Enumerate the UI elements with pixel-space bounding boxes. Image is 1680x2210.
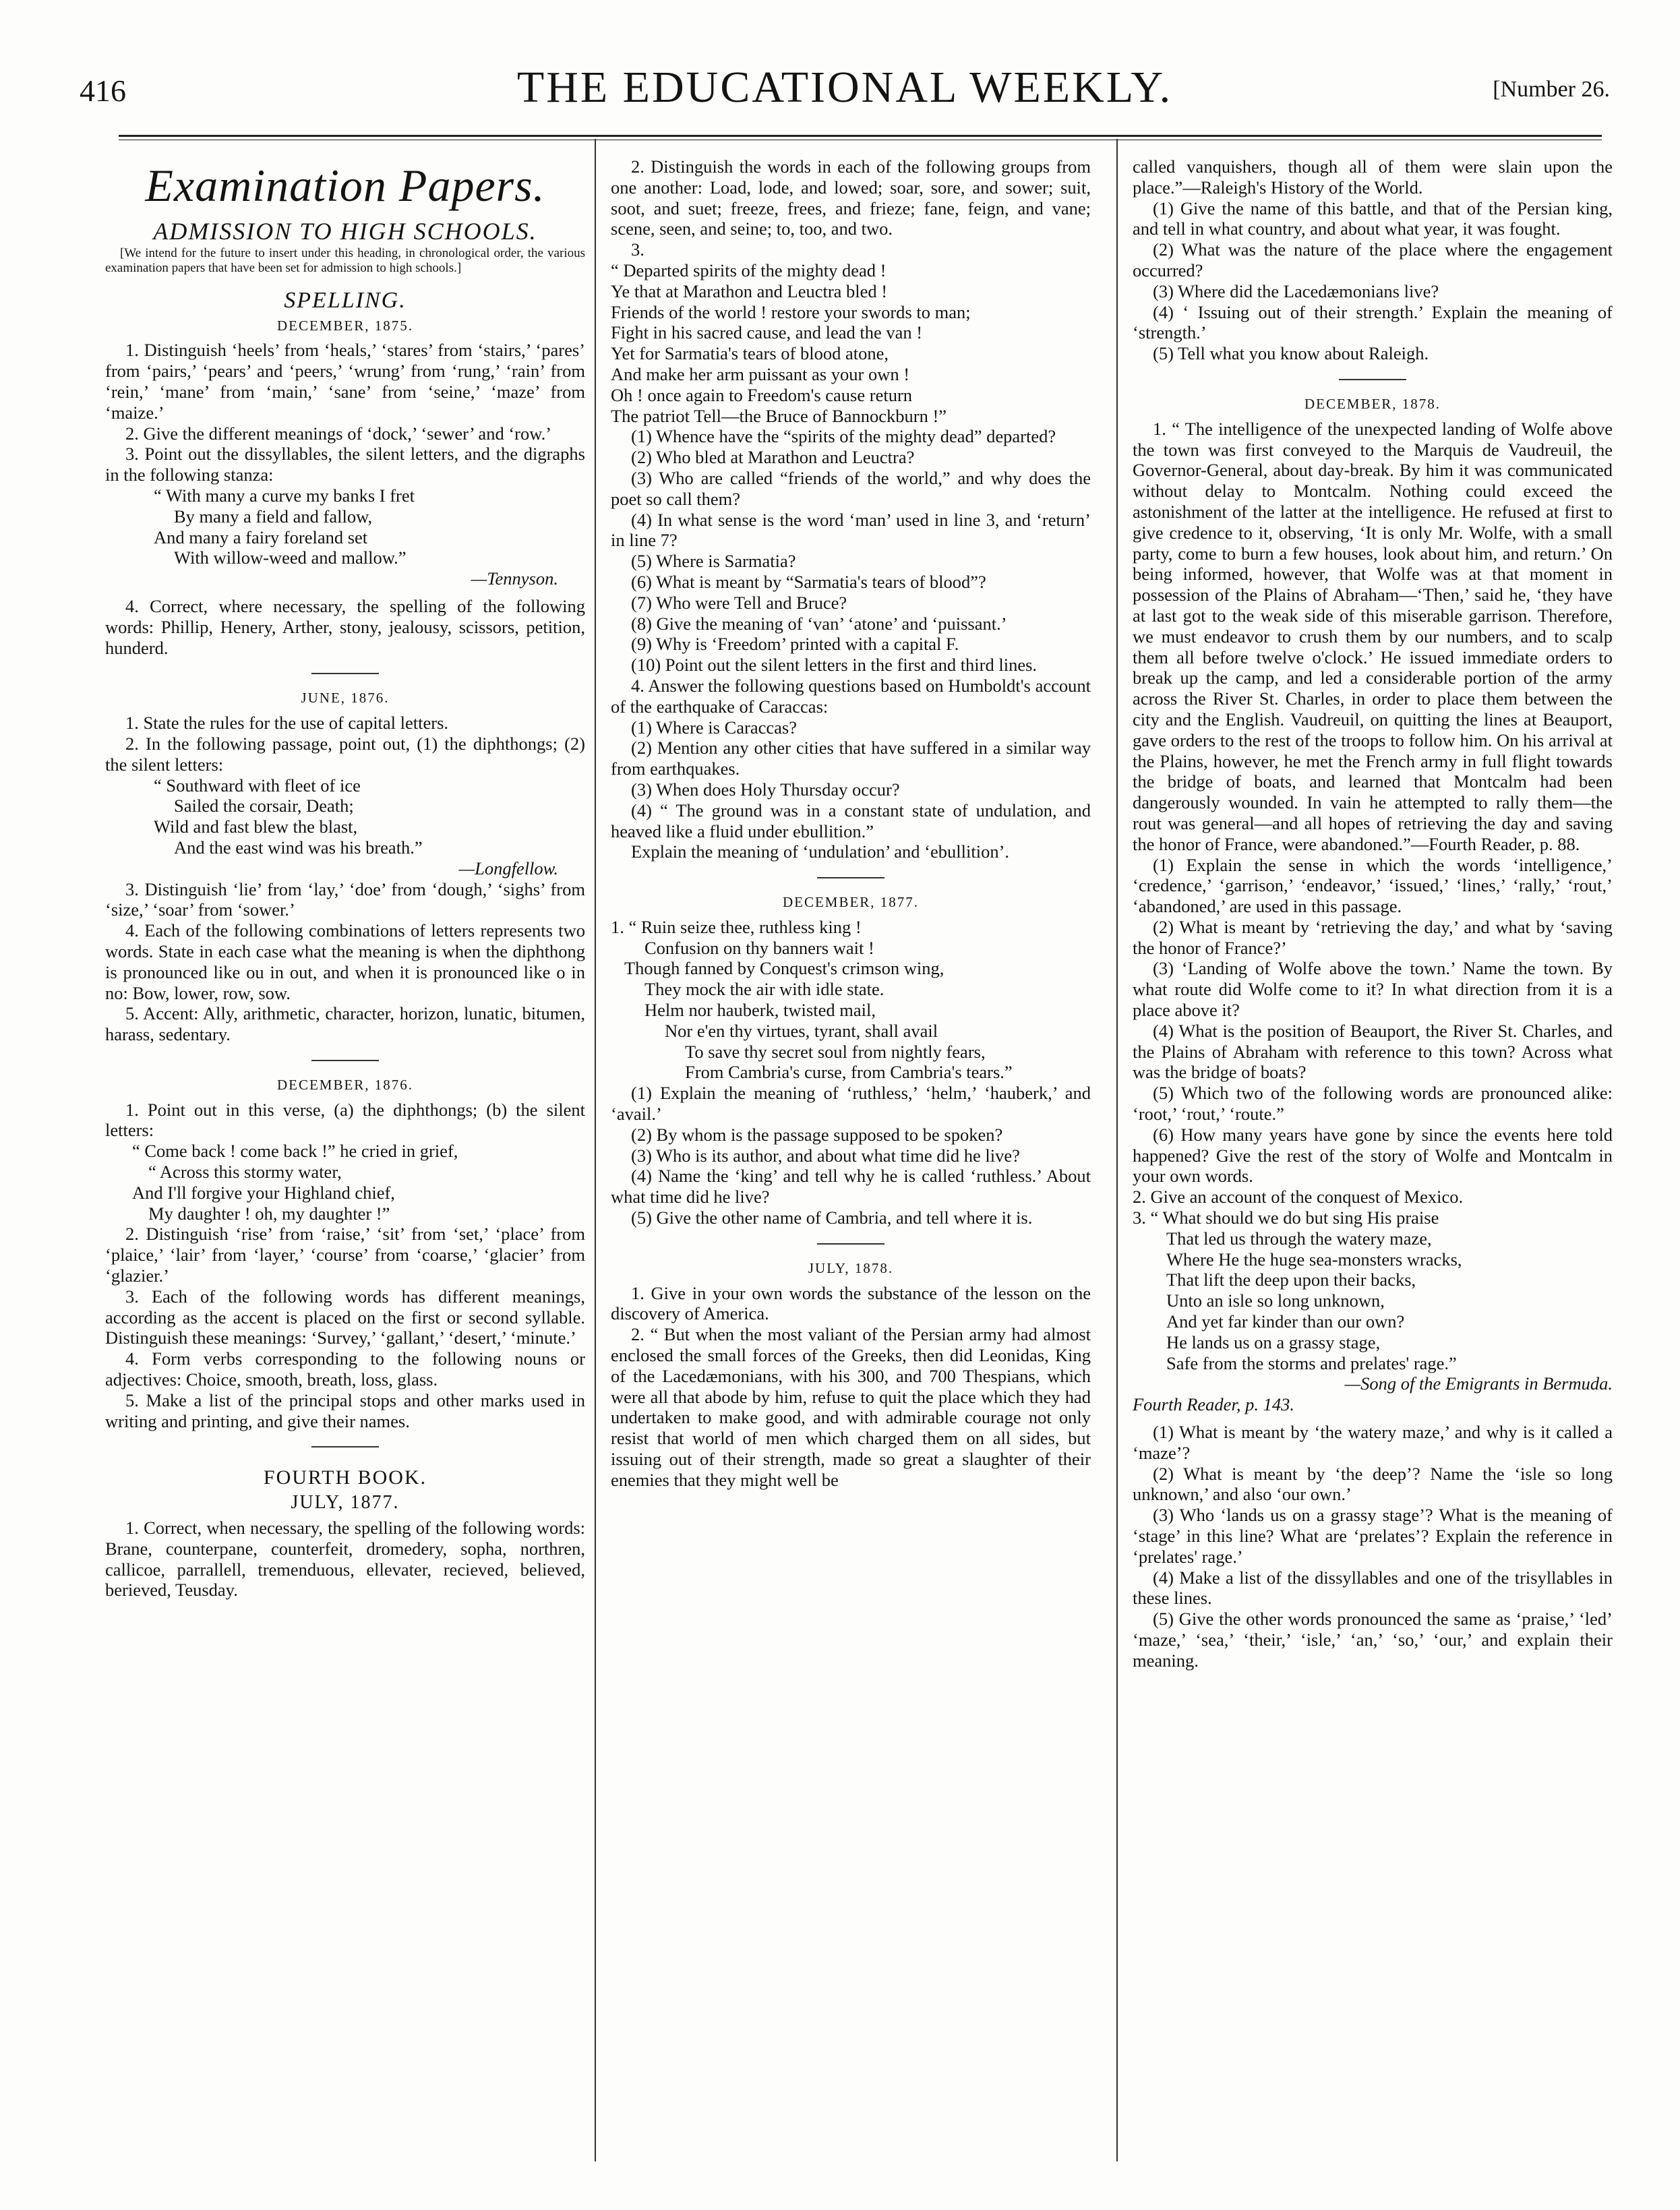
heading-fourth-book: FOURTH BOOK.: [263, 1466, 427, 1489]
poem-line: Sailed the corsair, Death;: [174, 796, 354, 816]
question: Explain the meaning of ‘undulation’ and ‘ebullition’.: [631, 841, 1010, 862]
question: (6) What is meant by “Sarmatia's tears of blood”?: [631, 571, 986, 592]
question: 2. Give an account of the conquest of Mexico.: [1133, 1187, 1464, 1207]
question: (3) Who ‘lands us on a grassy stage’? What is the meaning of ‘stage’ in this line? What are ‘prelates’? Explain the reference in ‘prelates' rage.’: [1133, 1505, 1613, 1567]
poem-highland: [105, 1141, 585, 1224]
poem-line: By many a field and fallow,: [174, 506, 373, 527]
poem-line: Unto an isle so long unknown,: [1166, 1290, 1385, 1311]
poem-line: And many a fairy foreland set: [154, 527, 368, 547]
poem-line: Nor e'en thy virtues, tyrant, shall avail: [665, 1020, 938, 1041]
question: 4. Correct, where necessary, the spelling of the following words: Phillip, Henery, Arther, stony, jealousy, scissors, petition, hunderd.: [105, 595, 585, 658]
question: 3. Distinguish ‘lie’ from ‘lay,’ ‘doe’ from ‘dough,’ ‘sighs’ from ‘size,’ ‘soar’ from ‘sower.’: [105, 878, 585, 920]
source: Fourth Reader, p. 143.: [1133, 1394, 1294, 1415]
question: (1) Explain the sense in which the words ‘intelligence,’ ‘credence,’ ‘garrison,’ ‘endeavor,’ ‘issued,’ ‘lines,’ ‘rally,’ ‘rout,’ ‘abandoned,’ are used in this passage.: [1133, 854, 1613, 917]
editor-note: [We intend for the future to insert under this heading, in chronological order, the various examination papers that have been set for admission to high schools.]: [105, 245, 585, 275]
date-dec-1878: DECEMBER, 1878.: [1304, 395, 1441, 412]
question: (5) Which two of the following words are pronounced alike: ‘root,’ ‘rout,’ ‘route.”: [1133, 1083, 1613, 1125]
question: (4) What is the position of Beauport, the River St. Charles, and the Plains of Abraham with reference to this town? Across what was the bridge of boats?: [1133, 1020, 1613, 1083]
question: (5) Give the other words pronounced the same as ‘praise,’ ‘led’ ‘maze,’ ‘sea,’ ‘their,’ ‘isle,’ ‘an,’ ‘so,’ ‘our,’ and explain their meaning.: [1133, 1609, 1613, 1671]
poem-gray: [611, 917, 1091, 1083]
question: (2) What is meant by ‘the deep’? Name the ‘isle so long unknown,’ and also ‘our own.’: [1133, 1463, 1613, 1505]
question: (1) Where is Caraccas?: [631, 717, 797, 738]
question: (2) Mention any other cities that have suffered in a similar way from earthquakes.: [611, 738, 1091, 779]
question: 1. Point out in this verse, (a) the diphthongs; (b) the silent letters:: [105, 1099, 585, 1141]
question: 2. In the following passage, point out, (1) the diphthongs; (2) the silent letters:: [105, 733, 585, 775]
question: (3) Where did the Lacedæmonians live?: [1153, 280, 1439, 301]
question: 3. Point out the dissyllables, the silent letters, and the digraphs in the following stanza:: [105, 444, 585, 485]
column-2: [611, 156, 1091, 1491]
poem-bermuda: [1133, 1207, 1613, 1373]
question: (3) Who is its author, and about what time did he live?: [631, 1145, 1020, 1166]
question: (2) What was the nature of the place where the engagement occurred?: [1133, 239, 1613, 280]
date-june-1876: JUNE, 1876.: [301, 690, 390, 707]
poem-line: That led us through the watery maze,: [1166, 1228, 1432, 1249]
poem-line: From Cambria's curse, from Cambria's tears.”: [685, 1062, 1013, 1083]
section-subtitle: ADMISSION TO HIGH SCHOOLS.: [153, 218, 537, 245]
question: (10) Point out the silent letters in the first and third lines.: [631, 655, 1038, 676]
question: (4) Name the ‘king’ and tell why he is called ‘ruthless.’ About what time did he live?: [611, 1166, 1091, 1207]
poem-campbell: [611, 260, 1091, 426]
date-july-1878: JULY, 1878.: [808, 1259, 894, 1276]
question: 1. Correct, when necessary, the spelling of the following words: Brane, counterpane, counterfeit, dromedery, sopha, northren, callicoe, parrallell, tremenduous, ellevater, recieved, believed, berieved, Teusday.: [105, 1518, 585, 1601]
question: 2. Give the different meanings of ‘dock,’ ‘sewer’ and ‘row.’: [125, 423, 552, 444]
separator: [311, 1060, 379, 1061]
question: (5) Where is Sarmatia?: [631, 551, 796, 572]
date-dec-1877: DECEMBER, 1877.: [782, 894, 920, 911]
page-number: 416: [80, 73, 126, 108]
poem-line: Yet for Sarmatia's tears of blood atone,: [611, 343, 889, 364]
poem-longfellow: [105, 775, 585, 858]
question: 4. Each of the following combinations of letters represents two words. State in each case what the meaning is when the diphthong is pronounced like ou in out, and when it is pronounced like o in no: Bow, lower, row, sow.: [105, 920, 585, 1003]
question: (5) Tell what you know about Raleigh.: [1153, 343, 1429, 364]
attribution: —Tennyson.: [471, 568, 558, 589]
separator: [817, 877, 884, 878]
poem-line: To save thy secret soul from nightly fears,: [685, 1041, 986, 1062]
poem-line: With willow-weed and mallow.”: [174, 547, 407, 568]
question: (4) In what sense is the word ‘man’ used in line 3, and ‘return’ in line 7?: [611, 509, 1091, 551]
question: (6) How many years have gone by since the events here told happened? Give the rest of the story of Wolfe and Montcalm in your own words.: [1133, 1124, 1613, 1187]
question: (4) Make a list of the dissyllables and one of the trisyllables in these lines.: [1133, 1567, 1613, 1609]
poem-tennyson: [105, 485, 585, 568]
question: 5. Accent: Ally, arithmetic, character, horizon, lunatic, bitumen, harass, sedentary.: [105, 1003, 585, 1045]
question: (1) Whence have the “spirits of the mighty dead” departed?: [631, 426, 1056, 447]
attribution: —Song of the Emigrants in Bermuda.: [1344, 1373, 1613, 1394]
question: 4. Form verbs corresponding to the following nouns or adjectives: Choice, smooth, breath, loss, glass.: [105, 1348, 585, 1390]
poem-line: My daughter ! oh, my daughter !”: [148, 1203, 390, 1224]
question: (2) By whom is the passage supposed to be spoken?: [631, 1124, 1003, 1145]
separator: [311, 1446, 379, 1447]
question: 2. Distinguish ‘rise’ from ‘raise,’ ‘sit’ from ‘set,’ ‘place’ from ‘plaice,’ ‘lair’ from ‘layer,’ ‘course’ from ‘coarse,’ ‘glacier’ from ‘glazier.’: [105, 1224, 585, 1286]
passage-continued: called vanquishers, though all of them were slain upon the place.”—Raleigh's History of the World.: [1133, 156, 1613, 198]
section-title: Examination Papers.: [145, 160, 545, 211]
date-july-1877: JULY, 1877.: [291, 1492, 400, 1514]
question: (4) “ The ground was in a constant state of undulation, and heaved like a fluid under ebullition.”: [611, 800, 1091, 841]
poem-line: Wild and fast blew the blast,: [154, 816, 358, 837]
question: 1. Distinguish ‘heels’ from ‘heals,’ ‘stares’ from ‘stairs,’ ‘pares’ from ‘pairs,’ ‘pears’ and ‘peers,’ ‘wrung’ from ‘rung,’ ‘rain’ from ‘rein,’ ‘mane’ from ‘main,’ ‘sane’ from ‘seine,’ ‘maze’ from ‘maize.’: [105, 340, 585, 423]
poem-line: Oh ! once again to Freedom's cause return: [611, 384, 913, 405]
heading-spelling: SPELLING.: [284, 287, 407, 313]
poem-line: 1. “ Ruin seize thee, ruthless king !: [611, 916, 862, 937]
poem-line: “ Across this stormy water,: [148, 1162, 342, 1183]
question: (8) Give the meaning of ‘van’ ‘atone’ and ‘puissant.’: [631, 613, 1007, 634]
poem-line: 3. “ What should we do but sing His praise: [1133, 1207, 1439, 1228]
poem-line: Though fanned by Conquest's crimson wing,: [624, 958, 944, 979]
question: (3) When does Holy Thursday occur?: [631, 779, 900, 800]
poem-line: He lands us on a grassy stage,: [1166, 1332, 1381, 1352]
poem-line: Confusion on thy banners wait !: [644, 937, 874, 958]
poem-line: Ye that at Marathon and Leuctra bled !: [611, 280, 888, 301]
poem-line: And the east wind was his breath.”: [174, 837, 423, 858]
date-dec-1876: DECEMBER, 1876.: [276, 1076, 414, 1093]
date-dec-1875: DECEMBER, 1875.: [276, 317, 414, 334]
separator: [311, 673, 379, 674]
header-rule-top: [119, 135, 1602, 137]
poem-line: That lift the deep upon their backs,: [1166, 1270, 1416, 1290]
poem-line: “ With many a curve my banks I fret: [154, 485, 415, 506]
poem-line: Fight in his sacred cause, and lead the van !: [611, 322, 923, 343]
poem-line: And make her arm puissant as your own !: [611, 363, 910, 384]
question: (3) ‘Landing of Wolfe above the town.’ Name the town. By what route did Wolfe come to it? In what direction from it is a place above it?: [1133, 958, 1613, 1021]
question: 1. Give in your own words the substance of the lesson on the discovery of America.: [611, 1282, 1091, 1324]
question: 4. Answer the following questions based on Humboldt's account of the earthquake of Caraccas:: [611, 675, 1091, 717]
poem-line: And I'll forgive your Highland chief,: [132, 1182, 395, 1203]
question: 2. Distinguish the words in each of the following groups from one another: Load, lode, and lowed; soar, sore, and sower; suit, soot, and suet; freeze, frees, and frieze; fane, feign, and vane; scene, seen, and seine; to, too, and two.: [611, 156, 1091, 239]
poem-line: “ Southward with fleet of ice: [154, 775, 361, 796]
question: (4) ‘ Issuing out of their strength.’ Explain the meaning of ‘strength.’: [1133, 301, 1613, 343]
question: (1) What is meant by ‘the watery maze,’ and why is it called a ‘maze’?: [1133, 1422, 1613, 1463]
page-header: [80, 59, 1610, 133]
question: (2) Who bled at Marathon and Leuctra?: [631, 447, 915, 468]
poem-line: And yet far kinder than our own?: [1166, 1311, 1405, 1332]
question: (9) Why is ‘Freedom’ printed with a capital F.: [631, 634, 959, 655]
poem-line: “ Departed spirits of the mighty dead !: [611, 260, 887, 280]
question: (1) Explain the meaning of ‘ruthless,’ ‘helm,’ ‘hauberk,’ and ‘avail.’: [611, 1083, 1091, 1125]
question-number: 3.: [631, 239, 644, 260]
question: (2) What is meant by ‘retrieving the day,’ and what by ‘saving the honor of France?’: [1133, 916, 1613, 958]
column-divider-2: [1116, 139, 1118, 2161]
poem-line: “ Come back ! come back !” he cried in grief,: [132, 1141, 458, 1162]
poem-line: They mock the air with idle state.: [644, 979, 884, 1000]
question: 3. Each of the following words has different meanings, according as the accent is placed on the first or second syllable. Distinguish these meanings: ‘Survey,’ ‘gallant,’ ‘desert,’ ‘minute.’: [105, 1286, 585, 1348]
poem-line: The patriot Tell—the Bruce of Bannockburn !”: [611, 405, 947, 426]
question: (3) Who are called “friends of the world,” and why does the poet so call them?: [611, 467, 1091, 509]
journal-title: THE EDUCATIONAL WEEKLY.: [516, 63, 1173, 112]
question: 5. Make a list of the principal stops and other marks used in writing and printing, and give their names.: [105, 1390, 585, 1431]
passage-wolfe: 1. “ The intelligence of the unexpected landing of Wolfe above the town was first conveyed to the Marquis de Vaudreuil, the Governor-General, about day-break. By him it was communicated without delay to Montcalm. Nothing could exceed the astonishment of the latter at the intelligence. He refused at first to give credence to it, observing, ‘It is only Mr. Wolfe, with a small party, come to burn a few houses, look about him, and return.’ On being informed, however, that Wolfe was at that moment in possession of the Plains of Abraham—‘Then,’ said he, ‘they have at last got to the weak side of this miserable garrison. Therefore, we must endeavor to crush them by our numbers, and to scalp them all before twelve o'clock.’ He issued immediate orders to break up the camp, and led a considerable portion of the army across the River St. Charles, in order to place them between the city and the English. Vaudreuil, on quitting the lines at Beauport, gave orders to the rest of the troops to follow him. On his arrival at the Plains, however, he met the French army in full flight towards the bridge of boats, and learned that Montcalm had been dangerously wounded. In vain he attempted to rally them—the rout was general—and all hopes of retrieving the day and saving the honor of France, were abandoned.”—Fourth Reader, p. 88.: [1133, 418, 1613, 854]
attribution: —Longfellow.: [458, 858, 558, 878]
question: 1. State the rules for the use of capital letters.: [125, 713, 449, 734]
column-divider-1: [595, 139, 596, 2161]
poem-line: Safe from the storms and prelates' rage.”: [1166, 1352, 1457, 1373]
separator: [1339, 379, 1406, 380]
poem-line: Friends of the world ! restore your swords to man;: [611, 301, 971, 322]
poem-line: Where He the huge sea-monsters wracks,: [1166, 1249, 1462, 1270]
question: 2. “ But when the most valiant of the Persian army had almost enclosed the small forces of the Greeks, then did Leonidas, King of the Lacedæmonians, with his 300, and 700 Thespians, which were all that abode by him, refuse to quit the place which they had undertaken to make good, and with admirable courage not only resist that world of men which charged them on all sides, but issuing out of their strength, made so great a slaughter of their enemies that they might well be: [611, 1324, 1091, 1490]
poem-line: Helm nor hauberk, twisted mail,: [644, 1000, 876, 1021]
column-3: [1133, 156, 1613, 1671]
separator: [817, 1243, 884, 1245]
issue-number: [Number 26.: [1493, 77, 1610, 102]
column-1: [105, 156, 585, 1601]
question: (1) Give the name of this battle, and that of the Persian king, and tell in what country, and about what year, it was fought.: [1133, 198, 1613, 239]
question: (7) Who were Tell and Bruce?: [631, 592, 847, 613]
question: (5) Give the other name of Cambria, and tell where it is.: [631, 1207, 1033, 1228]
